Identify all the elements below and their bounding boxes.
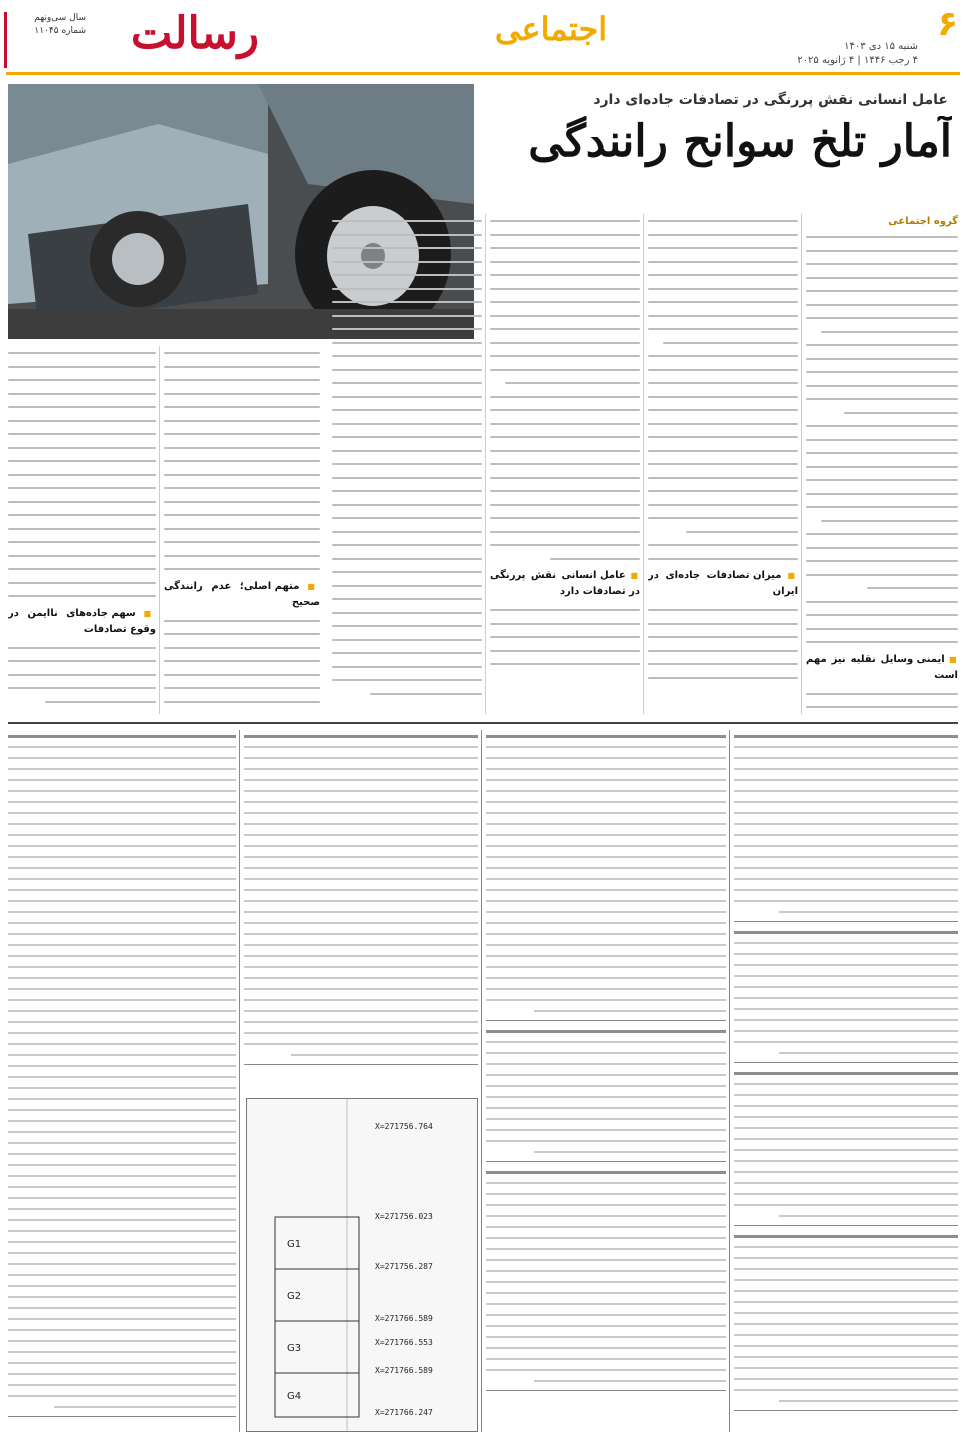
- survey-map: [246, 1098, 478, 1432]
- column-divider: [801, 214, 802, 714]
- header-rule: [6, 72, 960, 75]
- notice-column-2: [486, 730, 726, 1432]
- page-header: [0, 0, 966, 78]
- map-plot-label: G3: [287, 1343, 302, 1354]
- map-plot-label: G4: [287, 1391, 302, 1402]
- page-number: ۶: [937, 4, 958, 44]
- map-coordinate: X=271756.023: [375, 1212, 433, 1221]
- logo-text: رسالت: [130, 8, 260, 59]
- map-coordinate: X=271766.589: [375, 1366, 433, 1375]
- masthead-logo: [90, 8, 300, 68]
- article-column-6: [8, 346, 156, 714]
- article-column-4: [332, 214, 482, 714]
- article-column-5: [164, 346, 320, 714]
- subhead-5: ■ سهم جاده‌های ناایمن در وقوع تصادفات: [8, 606, 156, 638]
- edition-box: [4, 12, 86, 68]
- edition-year: سال سی‌ونهم: [34, 13, 86, 23]
- subhead-1: ■ میزان تصادفات جاده‌ای در ایران: [648, 568, 798, 600]
- subhead-2: ■ عامل انسانی نقش پررنگی در تصادفات دارد: [490, 568, 640, 600]
- date-line: [797, 40, 918, 68]
- article-column-1: [806, 214, 958, 714]
- survey-map-drawing: [247, 1099, 477, 1431]
- notice-column-4: [8, 730, 236, 1432]
- map-coordinate: X=271766.247: [375, 1408, 433, 1417]
- map-plot-label: G2: [287, 1291, 302, 1302]
- edition-number: شماره ۱۱۰۴۵: [34, 26, 86, 36]
- notice-divider: [481, 730, 482, 1432]
- subhead-4: ■ متهم اصلی؛ عدم رانندگی صحیح: [164, 579, 320, 611]
- map-plot-label: G1: [287, 1239, 302, 1250]
- date-shamsi: شنبه ۱۵ دی ۱۴۰۳: [844, 41, 918, 52]
- section-title: اجتماعی: [494, 10, 608, 48]
- article-kicker: عامل انسانی نقش پررنگی در تصادفات جاده‌ای دارد: [593, 92, 948, 108]
- notice-divider: [729, 730, 730, 1432]
- map-coordinate: X=271756.287: [375, 1262, 433, 1271]
- map-coordinate: X=271766.553: [375, 1338, 433, 1347]
- article-column-2: [648, 214, 798, 714]
- column-divider: [643, 214, 644, 714]
- notice-divider: [239, 730, 240, 1432]
- map-coordinate: X=271756.764: [375, 1122, 433, 1131]
- byline: گروه اجتماعی: [888, 216, 958, 227]
- notice-column-1: [734, 730, 958, 1432]
- notice-column-3: [244, 730, 478, 1092]
- column-divider: [485, 214, 486, 714]
- article-headline: آمار تلخ سوانح رانندگی: [528, 116, 952, 167]
- ads-separator: [8, 722, 958, 724]
- date-other: ۴ رجب ۱۴۴۶ | ۴ ژانویه ۲۰۲۵: [797, 55, 918, 66]
- map-coordinate: X=271766.589: [375, 1314, 433, 1323]
- column-divider: [159, 346, 160, 714]
- article-column-3: [490, 214, 640, 714]
- subhead-3: ■ ایمنی وسایل نقلیه نیز مهم است: [806, 652, 958, 684]
